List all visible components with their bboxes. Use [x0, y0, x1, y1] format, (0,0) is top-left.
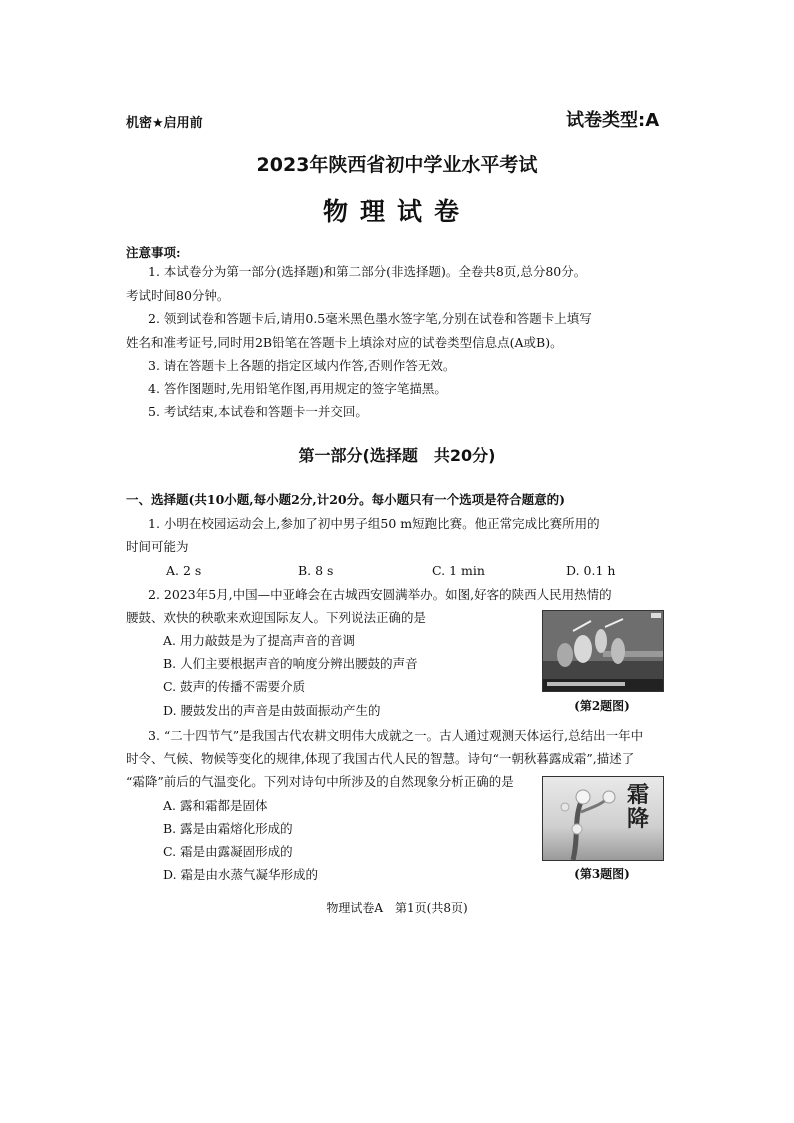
option-d: D. 腰鼓发出的声音是由鼓面振动产生的 — [163, 703, 381, 718]
exam-title: 2023年陕西省初中学业水平考试 — [256, 154, 538, 176]
exam-subtitle: 物理试卷 — [322, 197, 471, 226]
option-c: C. 1 min — [432, 563, 485, 578]
page-footer: 物理试卷A 第1页(共8页) — [326, 901, 468, 915]
question-stem: 腰鼓、欢快的秧歌来欢迎国际友人。下列说法正确的是 — [126, 610, 427, 625]
question-stem: 时间可能为 — [126, 539, 189, 554]
option-b: B. 人们主要根据声音的响度分辨出腰鼓的声音 — [163, 656, 418, 671]
drum-dance-photo — [542, 610, 664, 692]
figure-2-caption: (第2题图) — [574, 699, 630, 713]
paper-type-label: 试卷类型:A — [566, 110, 660, 131]
question-stem: 3. “二十四节气”是我国古代农耕文明伟大成就之一。古人通过观测天体运行,总结出一年中 — [148, 728, 644, 743]
notice-line: 5. 考试结束,本试卷和答题卡一并交回。 — [148, 404, 368, 419]
notice-line: 4. 答作图题时,先用铅笔作图,再用规定的签字笔描黑。 — [148, 381, 447, 396]
notice-line: 3. 请在答题卡上各题的指定区域内作答,否则作答无效。 — [148, 358, 456, 373]
frost-figure-text: 霜降 — [627, 782, 650, 832]
question-stem: 2. 2023年5月,中国—中亚峰会在古城西安圆满举办。如图,好客的陕西人民用热情的 — [148, 587, 612, 602]
option-a: A. 2 s — [166, 563, 202, 578]
section-heading: 一、选择题(共10小题,每小题2分,计20分。每小题只有一个选项是符合题意的) — [126, 492, 566, 507]
option-b: B. 露是由霜熔化形成的 — [163, 821, 293, 836]
option-b: B. 8 s — [298, 563, 334, 578]
option-c: C. 鼓声的传播不需要介质 — [163, 679, 306, 694]
option-a: A. 用力敲鼓是为了提高声音的音调 — [163, 633, 355, 648]
drum-dance-figure — [543, 611, 663, 691]
notice-line: 1. 本试卷分为第一部分(选择题)和第二部分(非选择题)。全卷共8页,总分80分。 — [148, 264, 587, 279]
notice-line: 姓名和准考证号,同时用2B铅笔在答题卡上填涂对应的试卷类型信息点(A或B)。 — [126, 335, 563, 350]
notice-line: 考试时间80分钟。 — [126, 288, 230, 303]
frost-photo — [542, 776, 664, 861]
confidential-label: 机密★启用前 — [126, 116, 203, 131]
question-stem: 时令、气候、物候等变化的规律,体现了我国古代人民的智慧。诗句“一朝秋暮露成霜”,描述了 — [126, 751, 635, 766]
question-stem: “霜降”前后的气温变化。下列对诗句中所涉及的自然现象分析正确的是 — [126, 774, 514, 789]
question-stem: 1. 小明在校园运动会上,参加了初中男子组50 m短跑比赛。他正常完成比赛所用的 — [148, 516, 600, 531]
option-d: D. 霜是由水蒸气凝华形成的 — [163, 867, 319, 882]
notice-line: 2. 领到试卷和答题卡后,请用0.5毫米黑色墨水签字笔,分别在试卷和答题卡上填写 — [148, 311, 592, 326]
notice-heading: 注意事项: — [126, 245, 181, 260]
option-a: A. 露和霜都是固体 — [163, 798, 268, 813]
option-d: D. 0.1 h — [566, 563, 616, 578]
figure-3-caption: (第3题图) — [574, 867, 630, 881]
part-one-heading: 第一部分(选择题 共20分) — [298, 446, 496, 465]
option-c: C. 霜是由露凝固形成的 — [163, 844, 293, 859]
